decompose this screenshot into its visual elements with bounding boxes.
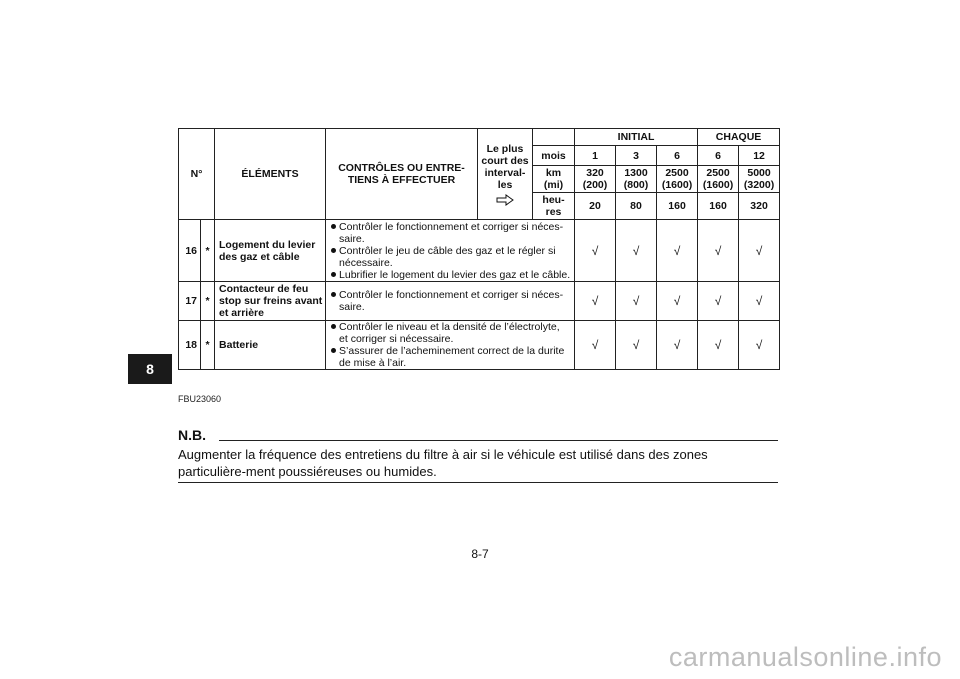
header-interval-value: 3	[616, 146, 657, 166]
header-interval-value: 20	[575, 193, 616, 220]
row-number: 18	[179, 321, 201, 370]
page-number: 8-7	[471, 547, 489, 561]
check-mark: √	[575, 220, 616, 282]
header-earliest-label: Le plus court des interval-les	[481, 142, 529, 191]
header-every: CHAQUE	[698, 129, 780, 146]
header-interval-value: 160	[698, 193, 739, 220]
row-item: Contacteur de feu stop sur freins avant et arrière	[215, 282, 326, 321]
row-item: Logement du levier des gaz et câble	[215, 220, 326, 282]
table-row	[179, 220, 780, 282]
header-number: N°	[179, 129, 215, 220]
header-interval-value: 1	[575, 146, 616, 166]
check-mark: √	[739, 282, 780, 321]
check-item: Contrôler le niveau et la densité de l’électrolyte, et corriger si nécessaire.	[331, 321, 571, 345]
header-elements: ÉLÉMENTS	[215, 129, 326, 220]
document-code: FBU23060	[178, 394, 222, 404]
check-mark: √	[616, 282, 657, 321]
row-item: Batterie	[215, 321, 326, 370]
row-checks	[326, 282, 575, 321]
check-mark: √	[698, 220, 739, 282]
arrow-right-icon	[496, 194, 514, 206]
check-item: S’assurer de l’acheminement correct de la durite de mise à l’air.	[331, 345, 571, 369]
check-item: Contrôler le fonctionnement et corriger si néces-saire.	[331, 221, 571, 245]
check-list	[331, 221, 571, 281]
header-interval-value: 12	[739, 146, 780, 166]
check-mark: √	[575, 321, 616, 370]
header-interval-value: 6	[698, 146, 739, 166]
check-list	[331, 321, 571, 369]
maintenance-table	[178, 128, 780, 370]
check-item: Lubrifier le logement du levier des gaz et le câble.	[331, 269, 571, 281]
row-checks	[326, 321, 575, 370]
check-mark: √	[575, 282, 616, 321]
header-interval-value: 80	[616, 193, 657, 220]
header-checks: CONTRÔLES OU ENTRE-TIENS À EFFECTUER	[326, 129, 478, 220]
row-number: 16	[179, 220, 201, 282]
row-dealer-mark: *	[201, 220, 215, 282]
check-item: Contrôler le jeu de câble des gaz et le régler si nécessaire.	[331, 245, 571, 269]
row-checks	[326, 220, 575, 282]
check-mark: √	[739, 220, 780, 282]
header-unit: heu-res	[533, 193, 575, 220]
header-interval-value: 2500 (1600)	[657, 166, 698, 193]
header-initial: INITIAL	[575, 129, 698, 146]
check-list	[331, 289, 571, 313]
header-interval-value: 160	[657, 193, 698, 220]
check-mark: √	[657, 220, 698, 282]
check-mark: √	[657, 282, 698, 321]
check-mark: √	[698, 321, 739, 370]
header-interval-value: 320 (200)	[575, 166, 616, 193]
check-mark: √	[616, 220, 657, 282]
header-unit: mois	[533, 146, 575, 166]
header-interval-value: 6	[657, 146, 698, 166]
row-number: 17	[179, 282, 201, 321]
check-item: Contrôler le fonctionnement et corriger si néces-saire.	[331, 289, 571, 313]
header-interval-value: 2500 (1600)	[698, 166, 739, 193]
header-interval-value: 5000 (3200)	[739, 166, 780, 193]
header-unit: km (mi)	[533, 166, 575, 193]
row-dealer-mark: *	[201, 282, 215, 321]
table-row	[179, 282, 780, 321]
table-row	[179, 321, 780, 370]
note-text: Augmenter la fréquence des entretiens du filtre à air si le véhicule est utilisé dans des zones particulière-ment poussiéreuses ou humides.	[178, 447, 708, 479]
note-title: N.B.	[178, 427, 206, 443]
header-interval-value: 1300 (800)	[616, 166, 657, 193]
header-earliest	[478, 129, 533, 220]
note-bottom-divider	[178, 482, 778, 483]
check-mark: √	[739, 321, 780, 370]
check-mark: √	[657, 321, 698, 370]
header-interval-value: 320	[739, 193, 780, 220]
check-mark: √	[616, 321, 657, 370]
watermark: carmanualsonline.info	[668, 642, 942, 672]
check-mark: √	[698, 282, 739, 321]
header-unit-spacer	[533, 129, 575, 146]
note-divider	[219, 440, 778, 441]
chapter-tab: 8	[128, 354, 172, 384]
row-dealer-mark: *	[201, 321, 215, 370]
